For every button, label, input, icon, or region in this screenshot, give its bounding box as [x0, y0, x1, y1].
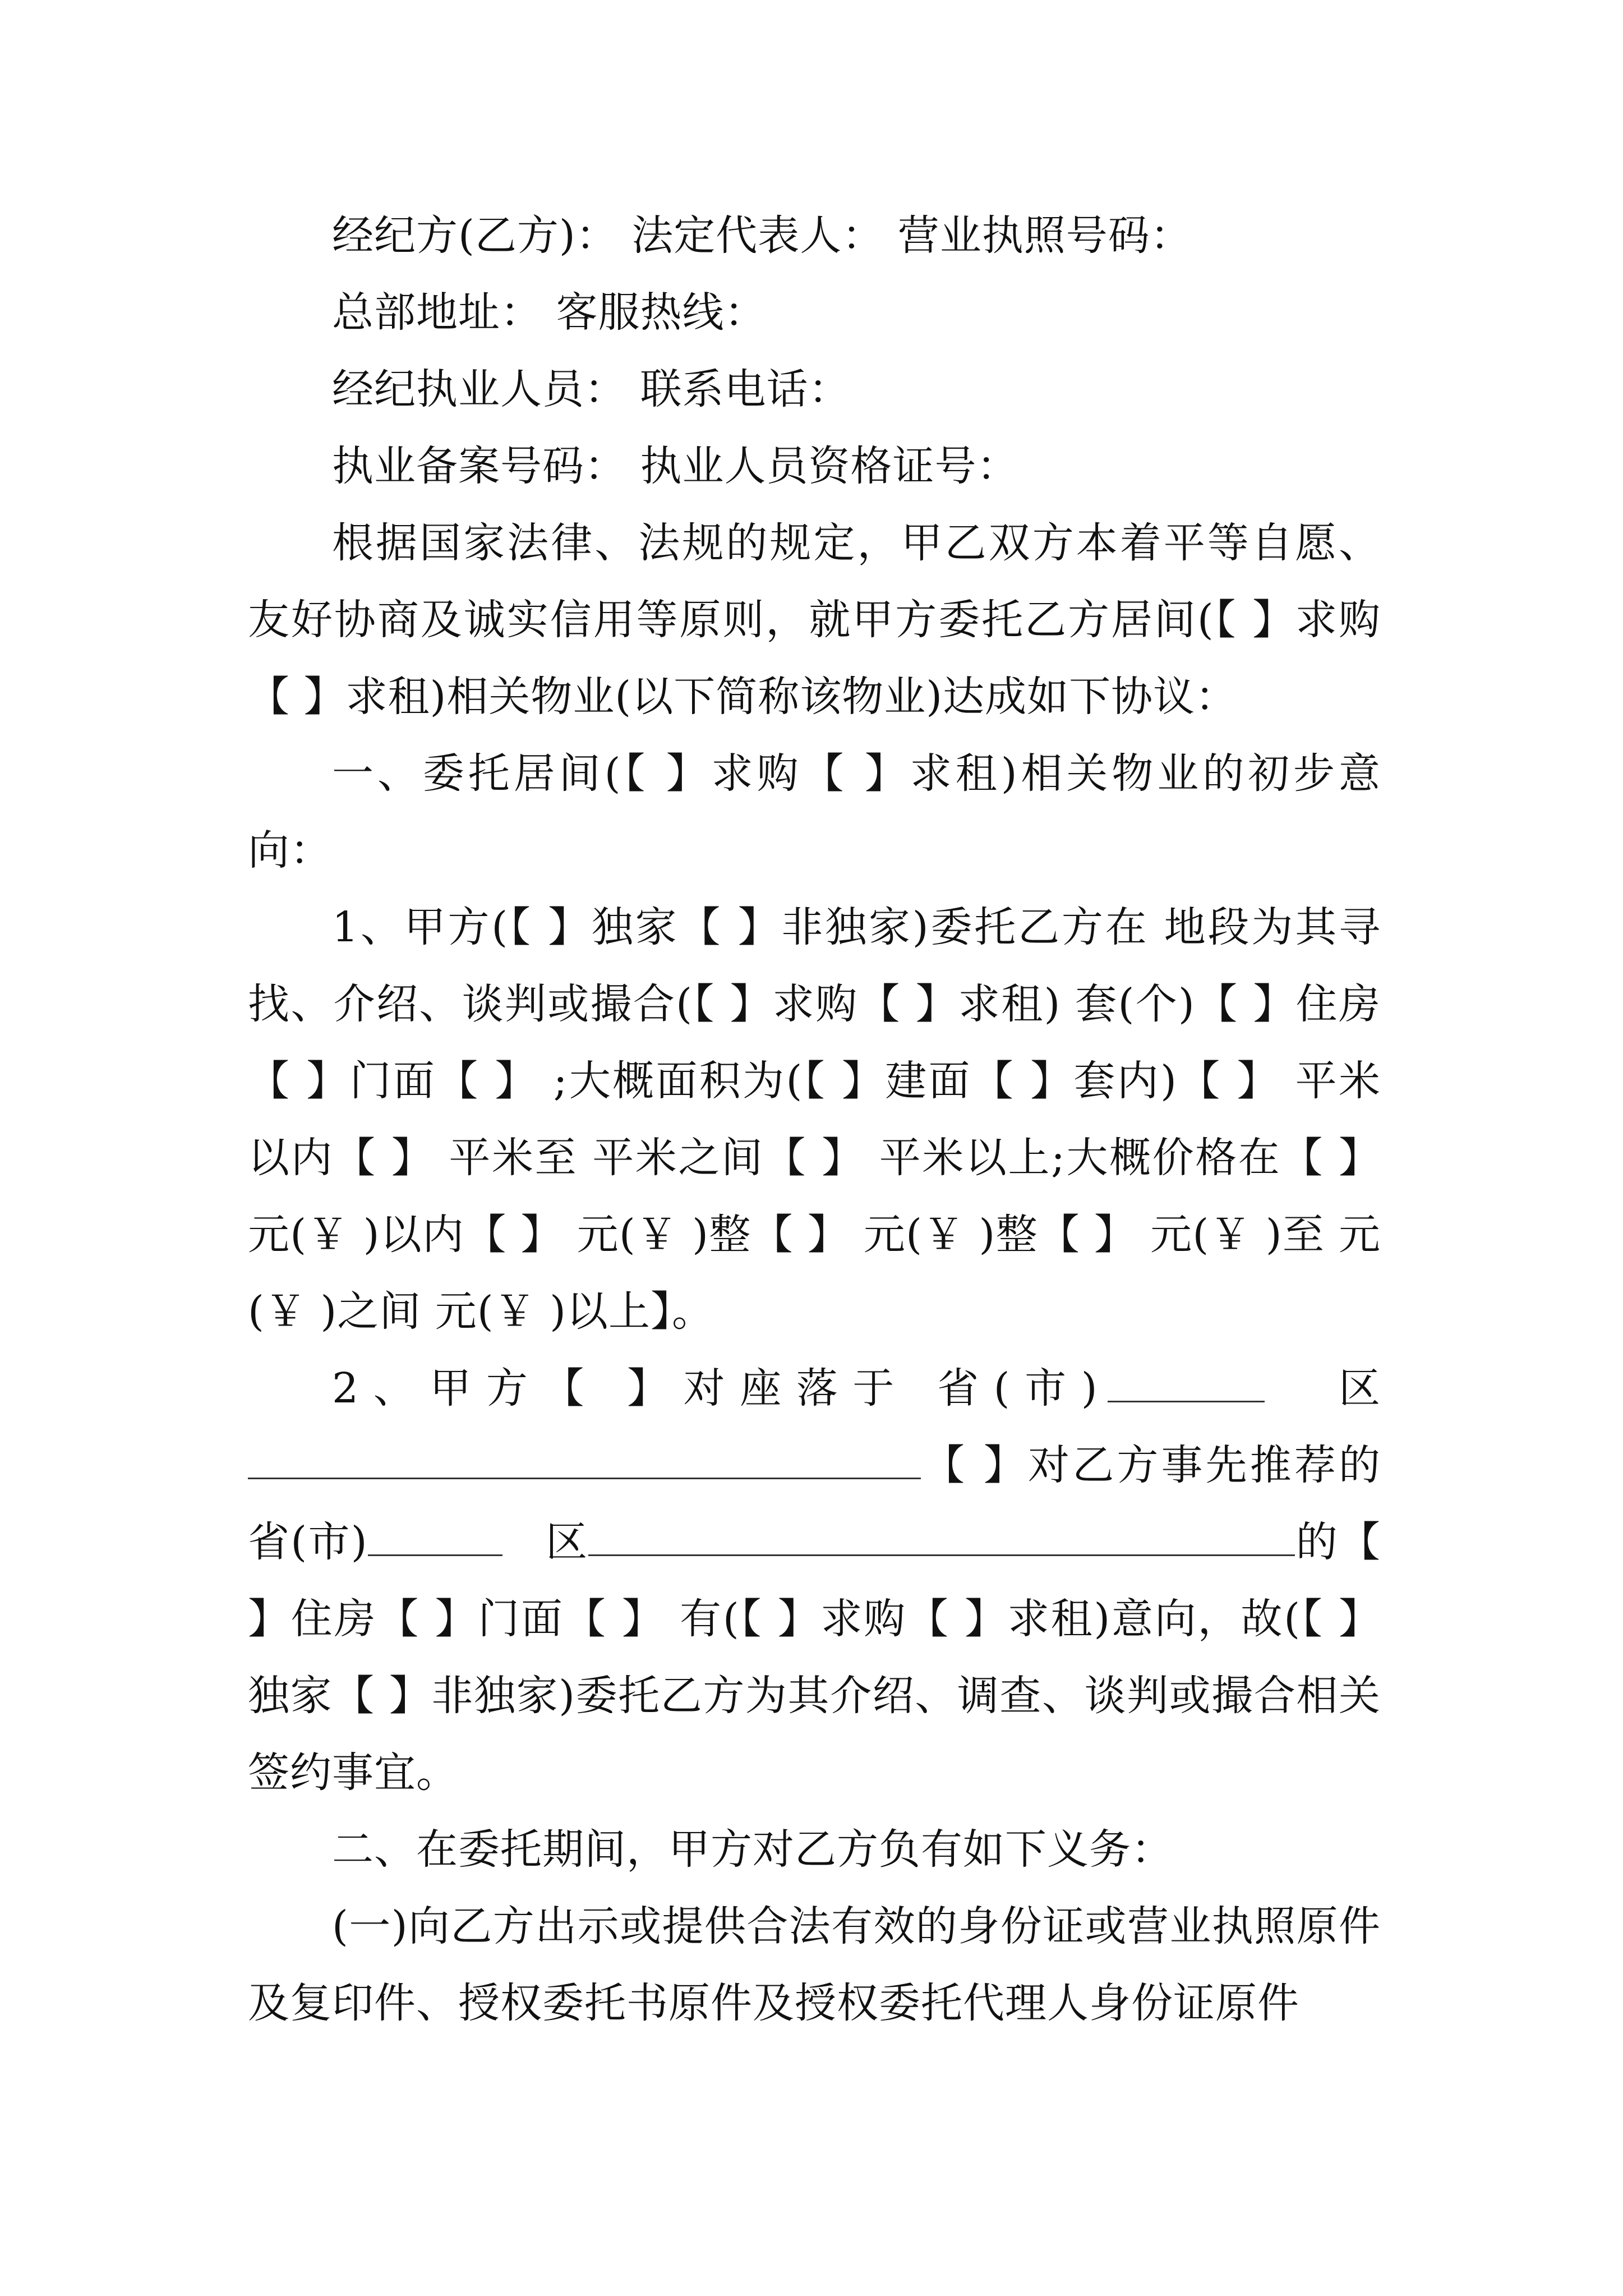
document-body: [248, 197, 1381, 2042]
blank-district-2: [588, 1515, 1295, 1556]
header-line-agent: 经纪执业人员： 联系电话：: [332, 365, 851, 413]
item2-part2: 区: [1339, 1364, 1381, 1412]
blank-province-2: [368, 1515, 502, 1556]
obligation1-paragraph: (一)向乙方出示或提供合法有效的身份证或营业执照原件及复印件、授权委托书原件及授权委托代理人身份证原件: [248, 1902, 1381, 2027]
item1-paragraph: 1、甲方(【 】独家【 】非独家)委托乙方在 地段为其寻找、介绍、谈判或撮合(【 】求购【 】求租) 套(个)【 】住房【 】门面【 】 ;大概面积为(【 】建面【 】套内)【 】 平米以内【 】 平米至 平米之间【 】 平米以上;大概价格在【 】 元(￥ )以内【 】 元(￥ )整【 】 元(￥ )整【 】 元(￥ )至 元(￥ )之间 元(￥ )以上】。: [248, 903, 1381, 1336]
item2-part5: 的【 】住房【 】门面【 】 有(【 】求购【 】求租)意向，故(【 】独家【 】非独家)委托乙方为其介绍、调查、谈判或撮合相关签约事宜。: [248, 1518, 1381, 1797]
item2-part4: 区: [546, 1518, 589, 1566]
blank-district-1: [248, 1438, 921, 1479]
item2-part1: 2、甲方【 】对座落于 省(市): [332, 1364, 1108, 1412]
item2-paragraph: [248, 1350, 1381, 1811]
section2-title: 二、在委托期间，甲方对乙方负有如下义务：: [332, 1825, 1173, 1874]
header-line-address: 总部地址： 客服热线：: [332, 288, 767, 337]
item2-part3: 【 】对乙方事先推荐的省(市): [248, 1441, 1381, 1566]
intro-paragraph: 根据国家法律、法规的规定，甲乙双方本着平等自愿、友好协商及诚实信用等原则，就甲方委托乙方居间(【 】求购【 】求租)相关物业(以下简称该物业)达成如下协议：: [248, 519, 1381, 721]
blank-province-1: [1108, 1361, 1265, 1402]
section1-title: 一、委托居间(【 】求购【 】求租)相关物业的初步意向：: [248, 749, 1381, 875]
header-line-broker: 经纪方(乙方)： 法定代表人： 营业执照号码：: [332, 211, 1192, 260]
header-line-record: 执业备案号码： 执业人员资格证号：: [332, 442, 1019, 490]
